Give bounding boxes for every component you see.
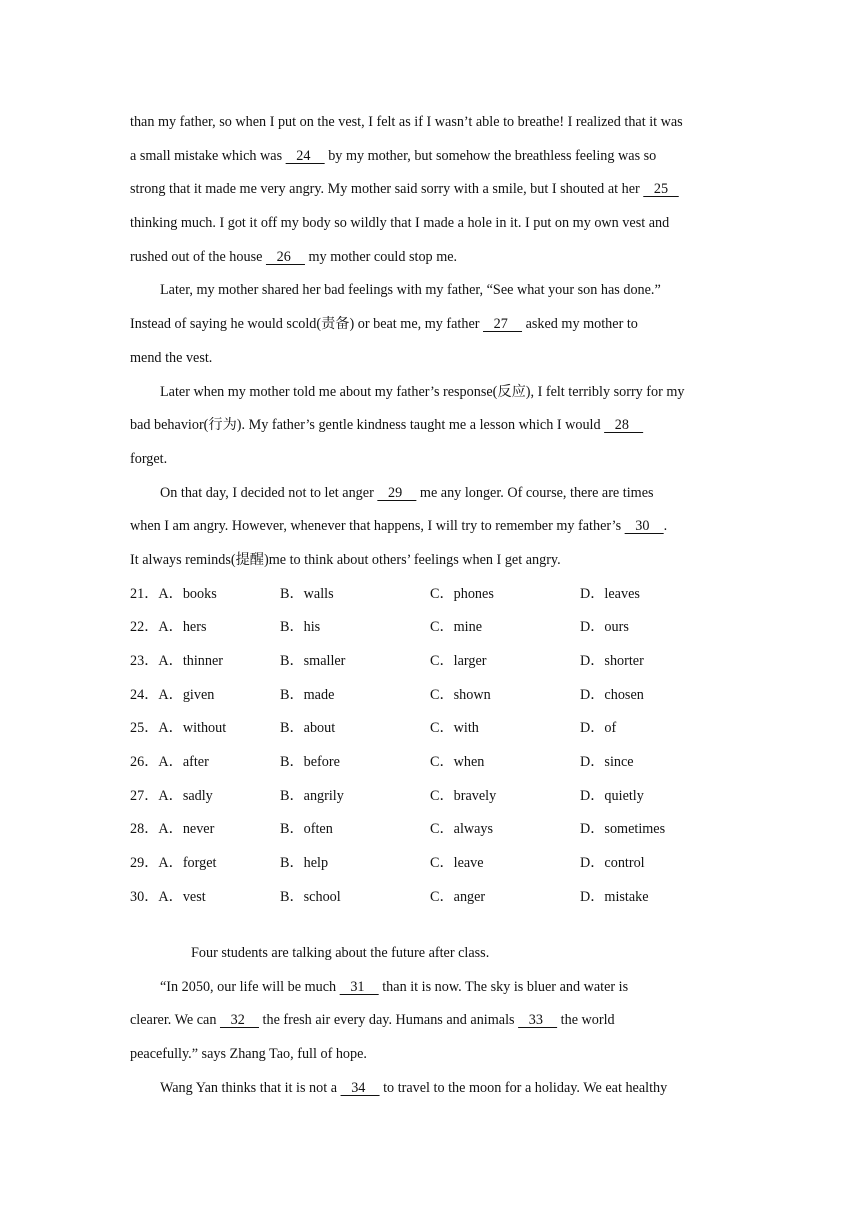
passage-line: bad behavior(行为). My father’s gentle kindness taught me a lesson which I would 28 (130, 409, 730, 443)
option-c: C．with (430, 720, 479, 737)
answer-blank-30: 30 (624, 518, 664, 535)
option-c: C．larger (430, 653, 487, 669)
option-d: D．shorter (580, 653, 644, 669)
option-c: C．mine (430, 619, 483, 636)
passage-line: On that day, I decided not to let anger 29 me any longer. Of course, there are times (130, 477, 730, 511)
option-d: D．sometimes (580, 821, 666, 838)
passage-intro: Four students are talking about the future after class. (191, 945, 490, 961)
option-d: D．since (580, 754, 634, 771)
question-28 (130, 813, 730, 847)
question-22 (130, 611, 730, 645)
answer-blank-27: 27 (483, 316, 523, 333)
question-number: 29． (130, 855, 159, 872)
option-d: D．of (580, 720, 617, 737)
document-page (130, 106, 730, 1105)
option-c: C．when (430, 754, 485, 771)
passage-line: Wang Yan thinks that it is not a 34 to travel to the moon for a holiday. We eat healthy (130, 1072, 730, 1106)
option-d: D．chosen (580, 686, 644, 703)
option-d: D．quietly (580, 787, 644, 804)
passage-line: strong that it made me very angry. My mother said sorry with a smile, but I shouted at her 25 (130, 173, 730, 207)
answer-blank-24: 24 (285, 147, 325, 164)
answer-blank-25: 25 (643, 181, 679, 198)
question-number: 23． (130, 653, 159, 669)
question-29 (130, 847, 730, 881)
question-26 (130, 746, 730, 780)
question-number: 25． (130, 720, 159, 737)
passage-line: It always reminds(提醒)me to think about others’ feelings when I get angry. (130, 551, 561, 568)
passage-line: mend the vest. (130, 349, 213, 366)
option-a: A．sadly (158, 787, 213, 804)
option-b: B．made (280, 686, 335, 703)
option-a: A．forget (158, 855, 217, 872)
option-a: A．vest (158, 888, 206, 905)
passage-line: forget. (130, 450, 168, 467)
option-a: A．never (158, 821, 215, 838)
option-b: B．angrily (280, 787, 344, 804)
answer-blank-31: 31 (339, 978, 379, 995)
option-b: B．help (280, 855, 329, 872)
option-a: A．without (158, 720, 227, 737)
option-d: D．leaves (580, 585, 640, 602)
option-d: D．ours (580, 619, 629, 636)
question-number: 26． (130, 754, 159, 771)
option-a: A．after (158, 754, 209, 771)
passage-line: clearer. We can 32 the fresh air every day. Humans and animals 33 the world (130, 1004, 730, 1038)
option-d: D．control (580, 855, 645, 872)
question-number: 21． (130, 585, 159, 602)
question-23 (130, 645, 730, 679)
passage-line: a small mistake which was 24 by my mother, but somehow the breathless feeling was so (130, 140, 730, 174)
answer-blank-34: 34 (340, 1079, 380, 1096)
passage-line: Instead of saying he would scold(责备) or beat me, my father 27 asked my mother to (130, 308, 730, 342)
passage-line: “In 2050, our life will be much 31 than it is now. The sky is bluer and water is (130, 971, 730, 1005)
passage-line: rushed out of the house 26 my mother could stop me. (130, 241, 730, 275)
question-number: 24． (130, 686, 159, 703)
question-number: 27． (130, 787, 159, 804)
option-b: B．school (280, 888, 341, 905)
option-c: C．phones (430, 585, 494, 602)
option-c: C．shown (430, 686, 491, 703)
option-b: B．walls (280, 585, 334, 602)
option-d: D．mistake (580, 888, 649, 905)
passage-line: thinking much. I got it off my body so wildly that I made a hole in it. I put on my own vest and (130, 215, 670, 232)
question-21 (130, 578, 730, 612)
option-c: C．anger (430, 888, 486, 905)
option-c: C．leave (430, 855, 484, 872)
option-c: C．bravely (430, 787, 497, 804)
question-number: 22． (130, 619, 159, 636)
option-c: C．always (430, 821, 494, 838)
answer-blank-33: 33 (518, 1012, 558, 1029)
option-a: A．thinner (158, 653, 224, 669)
answer-blank-26: 26 (265, 248, 305, 265)
option-b: B．often (280, 821, 333, 838)
passage-line: Later, my mother shared her bad feelings with my father, “See what your son has done.” (160, 282, 661, 299)
section-gap (130, 915, 730, 938)
passage-line: peacefully.” says Zhang Tao, full of hope. (130, 1046, 367, 1063)
option-b: B．before (280, 754, 340, 771)
option-b: B．smaller (280, 653, 346, 669)
answer-blank-29: 29 (377, 484, 417, 501)
options-list (130, 578, 730, 915)
answer-blank-28: 28 (604, 417, 644, 434)
answer-blank-32: 32 (219, 1012, 259, 1029)
question-24 (130, 679, 730, 713)
question-25 (130, 712, 730, 746)
option-a: A．books (158, 585, 217, 602)
passage-1 (130, 106, 730, 578)
question-number: 30． (130, 888, 159, 905)
question-27 (130, 780, 730, 814)
question-30 (130, 881, 730, 915)
option-a: A．hers (158, 619, 207, 636)
passage-2 (130, 937, 730, 1105)
question-number: 28． (130, 821, 159, 838)
passage-line: when I am angry. However, whenever that happens, I will try to remember my father’s 30 . (130, 510, 730, 544)
option-b: B．about (280, 720, 336, 737)
passage-line: than my father, so when I put on the vest, I felt as if I wasn’t able to breathe! I realized that it was (130, 114, 683, 130)
option-a: A．given (158, 686, 215, 703)
option-b: B．his (280, 619, 321, 636)
passage-line: Later when my mother told me about my father’s response(反应), I felt terribly sorry for my (160, 383, 685, 400)
